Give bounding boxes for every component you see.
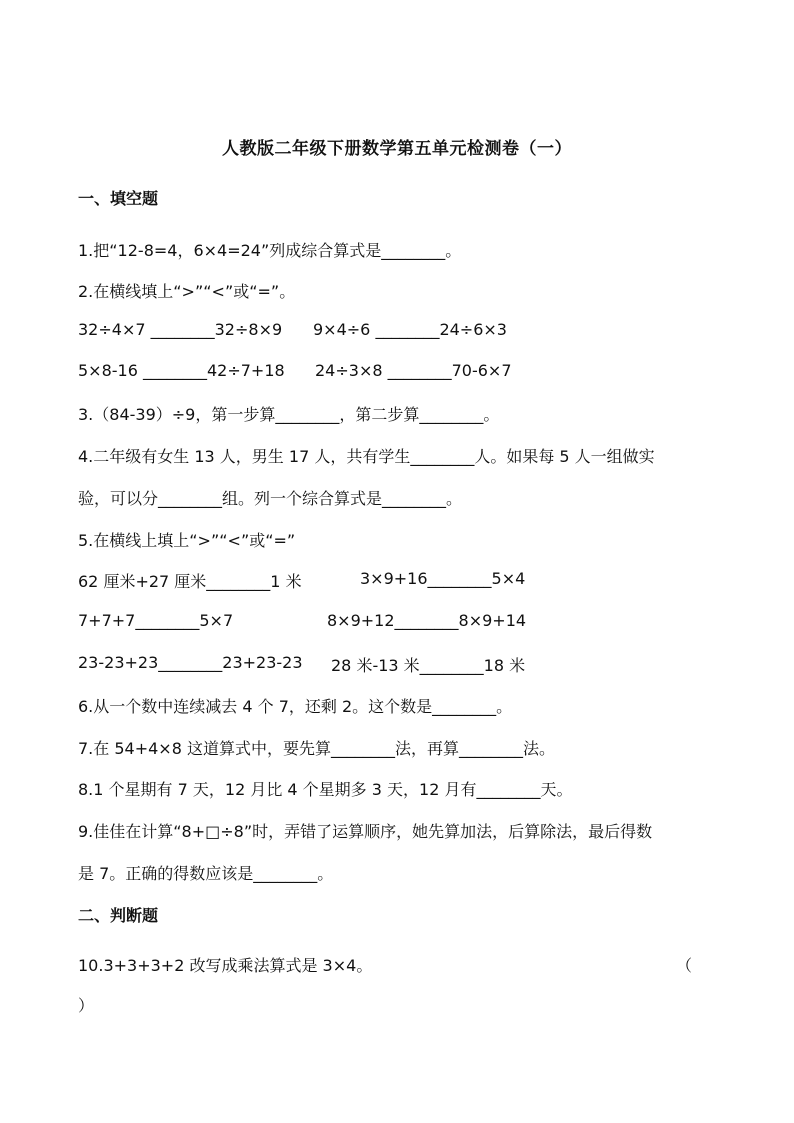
question-1: 1.把“12-8=4，6×4=24”列成综合算式是________。 <box>78 241 462 260</box>
question-5-item-b2: 8×9+12________8×9+14 <box>327 611 527 630</box>
question-5-item-a2: 3×9+16________5×4 <box>360 569 526 588</box>
question-2-item-a1: 32÷4×7 ________32÷8×9 <box>78 320 283 339</box>
question-5-item-c1: 23-23+23________23+23-23 <box>78 653 303 672</box>
question-6: 6.从一个数中连续减去 4 个 7，还剩 2。这个数是________。 <box>78 697 513 716</box>
question-8: 8.1 个星期有 7 天，12 月比 4 个星期多 3 天，12 月有________天。 <box>78 780 573 799</box>
question-4-line-1: 4.二年级有女生 13 人，男生 17 人，共有学生________人。如果每 5 人一组做实 <box>78 447 655 466</box>
question-2: 2.在横线填上“>”“<”或“=”。 <box>78 282 296 301</box>
question-3: 3.（84-39）÷9，第一步算________，第二步算________。 <box>78 405 500 424</box>
question-2-item-b2: 24÷3×8 ________70-6×7 <box>315 361 512 380</box>
question-2-item-a2: 9×4÷6 ________24÷6×3 <box>313 320 507 339</box>
question-9-line-1: 9.佳佳在计算“8+□÷8”时，弄错了运算顺序，她先算加法，后算除法，最后得数 <box>78 822 653 841</box>
question-5-item-b1: 7+7+7________5×7 <box>78 611 234 630</box>
question-4-line-2: 验，可以分________组。列一个综合算式是________。 <box>78 489 463 508</box>
question-10-close-paren: ） <box>78 996 95 1015</box>
question-5: 5.在横线上填上“>”“<”或“=” <box>78 531 296 550</box>
question-5-item-a1: 62 厘米+27 厘米________1 米 <box>78 572 302 591</box>
question-10: 10.3+3+3+2 改写成乘法算式是 3×4。 <box>78 956 373 975</box>
question-7: 7.在 54+4×8 这道算式中，要先算________法，再算________法。 <box>78 739 555 758</box>
question-2-item-b1: 5×8-16 ________42÷7+18 <box>78 361 285 380</box>
question-9-line-2: 是 7。正确的得数应该是________。 <box>78 864 334 883</box>
section-heading-fill-in: 一、填空题 <box>78 189 159 208</box>
page-title: 人教版二年级下册数学第五单元检测卷（一） <box>222 139 572 159</box>
section-heading-true-false: 二、判断题 <box>78 906 159 925</box>
question-10-open-paren: （ <box>676 956 693 975</box>
question-5-item-c2: 28 米-13 米________18 米 <box>331 656 526 675</box>
